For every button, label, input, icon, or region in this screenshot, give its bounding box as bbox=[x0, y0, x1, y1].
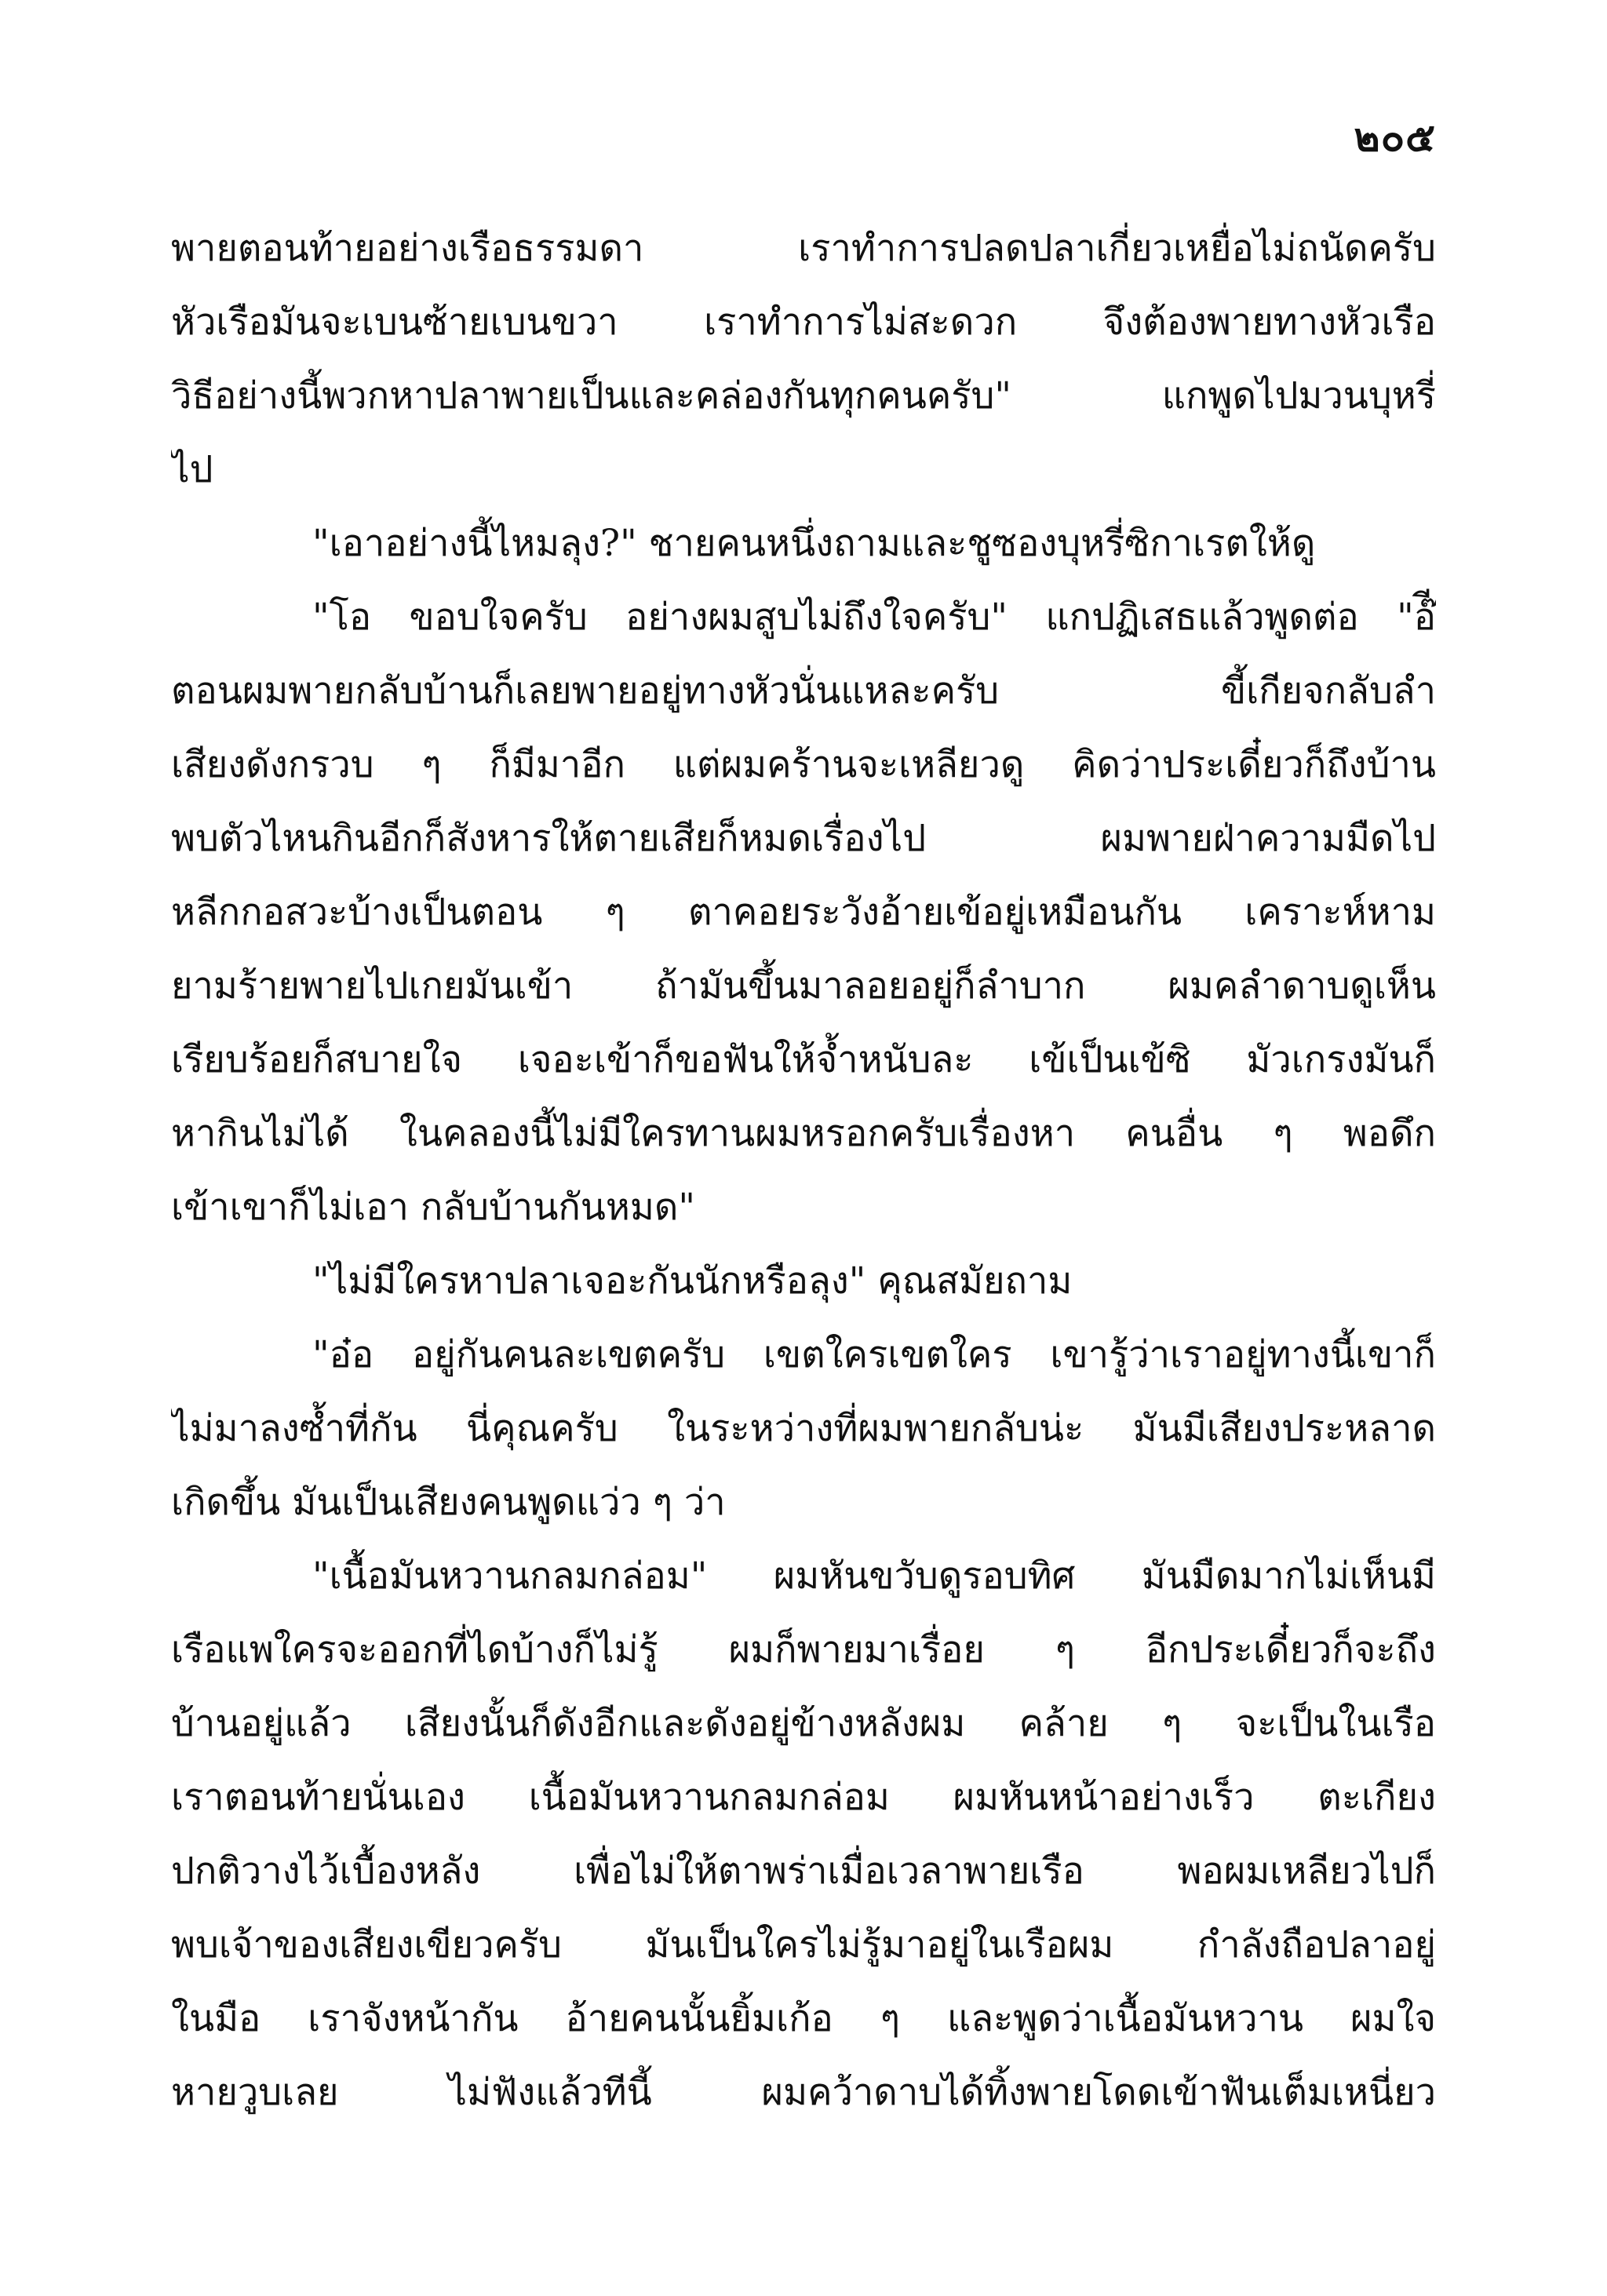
text-line: เกิดขึ้น มันเป็นเสียงคนพูดแว่ว ๆ ว่า bbox=[171, 1481, 726, 1524]
text-line: หัวเรือมันจะเบนซ้ายเบนขวา เราทำการไม่สะดวก จึงต้องพายทางหัวเรือ bbox=[171, 301, 1436, 344]
text-line: "ไม่มีใครหาปลาเจอะกันนักหรือลุง" คุณสมัยถาม bbox=[312, 1259, 1073, 1303]
text-line: "เนื้อมันหวานกลมกล่อม" ผมหันขวับดูรอบทิศ มันมืดมากไม่เห็นมี bbox=[312, 1554, 1436, 1598]
paragraph bbox=[171, 212, 1436, 507]
text-line: เข้าเขาก็ไม่เอา กลับบ้านกันหมด" bbox=[171, 1186, 696, 1229]
paragraph bbox=[171, 1245, 1436, 1318]
text-line: เรือแพใครจะออกที่ไดบ้างก็ไม่รู้ ผมก็พายมาเรื่อย ๆ อีกประเดี๋ยวก็จะถึง bbox=[171, 1628, 1436, 1671]
paragraph bbox=[171, 581, 1436, 1245]
text-line: ในมือ เราจังหน้ากัน อ้ายคนนั้นยิ้มเก้อ ๆ และพูดว่าเนื้อมันหวาน ผมใจ bbox=[171, 1997, 1436, 2040]
text-line: หายวูบเลย ไม่ฟังแล้วทีนี้ ผมคว้าดาบได้ทิ้งพายโดดเข้าฟันเต็มเหนี่ยว bbox=[171, 2071, 1436, 2114]
text-line: "โอ ขอบใจครับ อย่างผมสูบไม่ถึงใจครับ" แกปฏิเสธแล้วพูดต่อ "อ๊ี bbox=[312, 596, 1436, 639]
text-line: บ้านอยู่แล้ว เสียงนั้นก็ดังอีกและดังอยู่ข้างหลังผม คล้าย ๆ จะเป็นในเรือ bbox=[171, 1702, 1436, 1745]
text-line: ปกติวางไว้เบื้องหลัง เพื่อไม่ให้ตาพร่าเมื่อเวลาพายเรือ พอผมเหลียวไปก็ bbox=[171, 1850, 1436, 1893]
body-text bbox=[171, 212, 1436, 2130]
text-line: หลีกกอสวะบ้างเป็นตอน ๆ ตาคอยระวังอ้ายเข้อยู่เหมือนกัน เคราะห์หาม bbox=[171, 891, 1436, 934]
text-line: พบเจ้าของเสียงเขียวครับ มันเป็นใครไม่รู้มาอยู่ในเรือผม กำลังถือปลาอยู่ bbox=[171, 1923, 1436, 1966]
text-line: ตอนผมพายกลับบ้านก็เลยพายอยู่ทางหัวนั่นแหละครับ ขี้เกียจกลับลำ bbox=[171, 669, 1436, 712]
paragraph bbox=[171, 1318, 1436, 1540]
text-line: ไม่มาลงซ้ำที่กัน นี่คุณครับ ในระหว่างที่ผมพายกลับน่ะ มันมีเสียงประหลาด bbox=[171, 1407, 1436, 1450]
text-line: เสียงดังกรวบ ๆ ก็มีมาอีก แต่ผมคร้านจะเหลียวดู คิดว่าประเดี๋ยวก็ถึงบ้าน bbox=[171, 743, 1436, 786]
text-line: ไป bbox=[171, 448, 213, 491]
text-line: วิธีอย่างนี้พวกหาปลาพายเป็นและคล่องกันทุกคนครับ" แกพูดไปมวนบุหรี่ bbox=[171, 374, 1436, 417]
text-line: เราตอนท้ายนั่นเอง เนื้อมันหวานกลมกล่อม ผมหันหน้าอย่างเร็ว ตะเกียง bbox=[171, 1776, 1436, 1819]
text-line: พบตัวไหนกินอีกก็สังหารให้ตายเสียก็หมดเรื่องไป ผมพายฝ่าความมืดไป bbox=[171, 817, 1436, 860]
text-line: พายตอนท้ายอย่างเรือธรรมดา เราทำการปลดปลาเกี่ยวเหยื่อไม่ถนัดครับ bbox=[171, 227, 1436, 270]
paragraph bbox=[171, 507, 1436, 581]
text-line: หากินไม่ได้ ในคลองนี้ไม่มีใครทานผมหรอกครับเรื่องหา คนอื่น ๆ พอดึก bbox=[171, 1112, 1436, 1155]
text-line: "อ๋อ อยู่กันคนละเขตครับ เขตใครเขตใคร เขารู้ว่าเราอยู่ทางนี้เขาก็ bbox=[312, 1333, 1436, 1376]
paragraph bbox=[171, 1540, 1436, 2130]
text-line: "เอาอย่างนี้ไหมลุง?" ชายคนหนึ่งถามและชูซองบุหรี่ซิกาเรตให้ดู bbox=[312, 522, 1316, 565]
text-line: เรียบร้อยก็สบายใจ เจอะเข้าก็ขอฟันให้จ้ำหนับละ เข้เป็นเข้ซิ มัวเกรงมันก็ bbox=[171, 1038, 1436, 1081]
text-line: ยามร้ายพายไปเกยมันเข้า ถ้ามันขึ้นมาลอยอยู่ก็ลำบาก ผมคลำดาบดูเห็น bbox=[171, 964, 1436, 1008]
page-number: ๒๐๕ bbox=[1354, 114, 1436, 160]
